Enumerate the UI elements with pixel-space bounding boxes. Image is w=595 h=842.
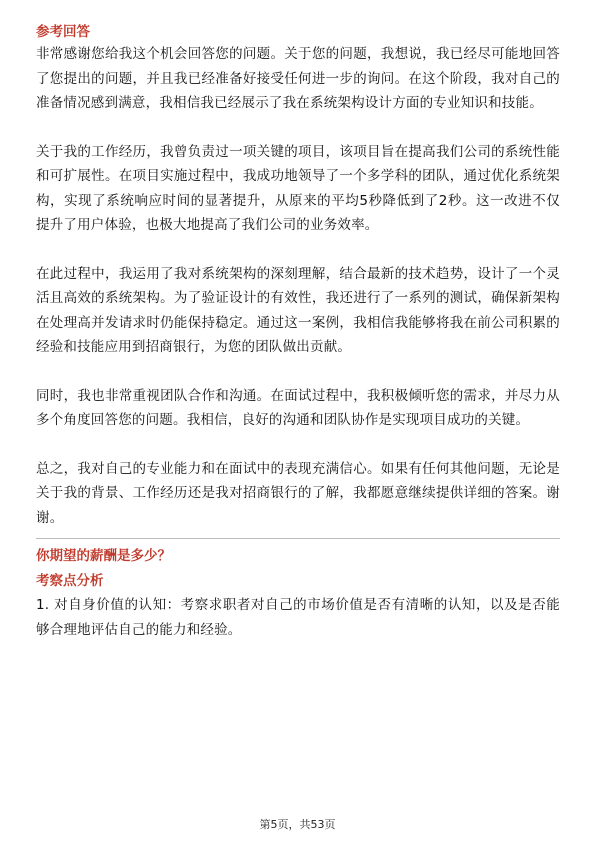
page-footer: 第5页，共53页 [259, 818, 336, 831]
question-heading: 你期望的薪酬是多少？ [36, 548, 171, 564]
paragraph-gap [36, 238, 560, 262]
paragraph-gap [36, 360, 560, 384]
analysis-item-1: 1. 对自身价值的认知：考察求职者对自己的市场价值是否有清晰的认知，以及是否能够合理地评估自己的能力和经验。 [36, 597, 560, 638]
analysis-heading: 考察点分析 [36, 573, 104, 589]
answer-paragraph-1: 非常感谢您给我这个机会回答您的问题。关于您的问题，我想说，我已经尽可能地回答了您提出的问题，并且我已经准备好接受任何进一步的询问。在这个阶段，我对自己的准备情况感到满意，我相信我已经展示了我在系统架构设计方面的专业知识和技能。 [36, 46, 560, 111]
answer-heading: 参考回答 [36, 24, 90, 40]
answer-paragraph-2: 关于我的工作经历，我曾负责过一项关键的项目，该项目旨在提高我们公司的系统性能和可扩展性。在项目实施过程中，我成功地领导了一个多学科的团队，通过优化系统架构，实现了系统响应时间的显著提升，从原来的平均5秒降低到了2秒。这一改进不仅提升了用户体验，也极大地提高了我们公司的业务效率。 [36, 143, 560, 233]
answer-paragraph-3: 在此过程中，我运用了我对系统架构的深刻理解，结合最新的技术趋势，设计了一个灵活且高效的系统架构。为了验证设计的有效性，我还进行了一系列的测试，确保新架构在处理高并发请求时仍能保持稳定。通过这一案例，我相信我能够将我在前公司积累的经验和技能应用到招商银行，为您的团队做出贡献。 [36, 265, 560, 355]
page-content [36, 22, 560, 642]
paragraph-gap [36, 116, 560, 140]
answer-paragraph-4: 同时，我也非常重视团队合作和沟通。在面试过程中，我积极倾听您的需求，并尽力从多个角度回答您的问题。我相信，良好的沟通和团队协作是实现项目成功的关键。 [36, 387, 560, 428]
section-divider [36, 538, 560, 539]
answer-paragraph-5: 总之，我对自己的专业能力和在面试中的表现充满信心。如果有任何其他问题，无论是关于我的背景、工作经历还是我对招商银行的了解，我都愿意继续提供详细的答案。谢谢。 [36, 460, 560, 526]
paragraph-gap [36, 433, 560, 457]
